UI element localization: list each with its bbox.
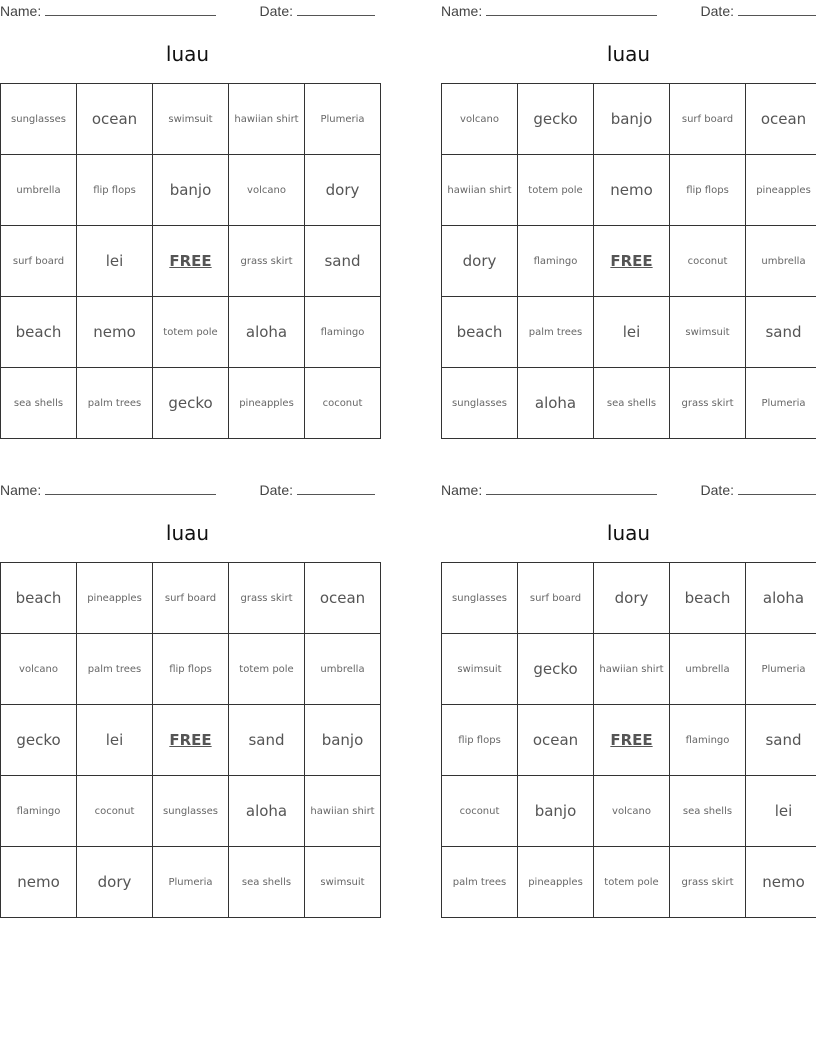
bingo-cell: sunglasses: [1, 84, 77, 155]
bingo-card: [441, 479, 816, 919]
date-field: [260, 2, 375, 19]
bingo-cell: banjo: [594, 84, 670, 155]
name-label: Name:: [0, 482, 42, 498]
bingo-grid: [0, 83, 381, 439]
bingo-card: [441, 0, 816, 440]
bingo-cell: volcano: [229, 155, 305, 226]
name-blank-line: [486, 2, 657, 16]
name-blank-line: [45, 481, 216, 495]
card-title: luau: [165, 42, 210, 66]
bingo-cell: sand: [305, 226, 381, 297]
bingo-cell: ocean: [305, 563, 381, 634]
name-label: Name:: [0, 3, 42, 19]
name-blank-line: [486, 481, 657, 495]
bingo-cell: swimsuit: [153, 84, 229, 155]
bingo-cell: nemo: [594, 155, 670, 226]
bingo-row: [442, 776, 816, 847]
bingo-row: [1, 705, 381, 776]
bingo-cell: surf board: [1, 226, 77, 297]
bingo-cell: totem pole: [153, 297, 229, 368]
bingo-cell: sunglasses: [153, 776, 229, 847]
date-blank-line: [738, 481, 816, 495]
bingo-cell: Plumeria: [746, 634, 816, 705]
bingo-row: [1, 776, 381, 847]
bingo-cell: aloha: [229, 297, 305, 368]
date-field: [701, 2, 816, 19]
card-header: [441, 481, 816, 501]
bingo-row: [442, 226, 816, 297]
bingo-cell: dory: [594, 563, 670, 634]
card-title: luau: [606, 521, 651, 545]
bingo-cell: pineapples: [746, 155, 816, 226]
bingo-cell: ocean: [77, 84, 153, 155]
bingo-cell: volcano: [442, 84, 518, 155]
free-space-cell: FREE: [594, 226, 670, 297]
bingo-cell: Plumeria: [305, 84, 381, 155]
free-space-cell: FREE: [153, 705, 229, 776]
bingo-cell: volcano: [594, 776, 670, 847]
bingo-cell: Plumeria: [746, 368, 816, 439]
date-label: Date:: [259, 482, 293, 498]
bingo-cell: sea shells: [229, 847, 305, 918]
bingo-cell: banjo: [518, 776, 594, 847]
bingo-cell: flip flops: [442, 705, 518, 776]
date-blank-line: [297, 2, 375, 16]
bingo-cell: swimsuit: [305, 847, 381, 918]
bingo-cell: swimsuit: [442, 634, 518, 705]
bingo-cell: nemo: [746, 847, 816, 918]
bingo-cell: ocean: [746, 84, 816, 155]
name-field: [0, 2, 216, 19]
bingo-cell: nemo: [77, 297, 153, 368]
bingo-cell: palm trees: [77, 368, 153, 439]
card-header: [0, 2, 375, 22]
bingo-cell: coconut: [670, 226, 746, 297]
date-blank-line: [738, 2, 816, 16]
bingo-row: [1, 226, 381, 297]
bingo-cell: grass skirt: [670, 368, 746, 439]
bingo-cell: sunglasses: [442, 368, 518, 439]
bingo-cell: palm trees: [518, 297, 594, 368]
bingo-cell: totem pole: [594, 847, 670, 918]
bingo-cell: Plumeria: [153, 847, 229, 918]
bingo-cell: totem pole: [518, 155, 594, 226]
bingo-cell: aloha: [518, 368, 594, 439]
bingo-cell: flip flops: [153, 634, 229, 705]
bingo-cell: volcano: [1, 634, 77, 705]
card-header: [0, 481, 375, 501]
bingo-cell: banjo: [153, 155, 229, 226]
bingo-row: [1, 155, 381, 226]
bingo-cell: gecko: [1, 705, 77, 776]
bingo-cell: palm trees: [77, 634, 153, 705]
bingo-cell: sand: [229, 705, 305, 776]
date-label: Date:: [700, 3, 734, 19]
bingo-cell: flamingo: [1, 776, 77, 847]
name-label: Name:: [441, 3, 483, 19]
bingo-cell: coconut: [442, 776, 518, 847]
free-space-cell: FREE: [594, 705, 670, 776]
bingo-cell: flamingo: [305, 297, 381, 368]
bingo-cell: sea shells: [594, 368, 670, 439]
bingo-cell: sea shells: [1, 368, 77, 439]
bingo-cell: coconut: [305, 368, 381, 439]
bingo-cell: umbrella: [670, 634, 746, 705]
bingo-cell: ocean: [518, 705, 594, 776]
bingo-cell: swimsuit: [670, 297, 746, 368]
date-label: Date:: [700, 482, 734, 498]
bingo-cell: hawiian shirt: [305, 776, 381, 847]
bingo-cell: dory: [442, 226, 518, 297]
bingo-row: [442, 847, 816, 918]
free-space-cell: FREE: [153, 226, 229, 297]
bingo-card: [0, 0, 375, 440]
bingo-cell: flamingo: [518, 226, 594, 297]
bingo-cell: gecko: [518, 84, 594, 155]
bingo-cell: grass skirt: [229, 226, 305, 297]
bingo-cell: pineapples: [77, 563, 153, 634]
bingo-grid: [441, 83, 816, 439]
bingo-row: [442, 705, 816, 776]
bingo-cell: hawiian shirt: [229, 84, 305, 155]
bingo-row: [1, 368, 381, 439]
bingo-cell: aloha: [229, 776, 305, 847]
date-label: Date:: [259, 3, 293, 19]
bingo-cell: lei: [77, 226, 153, 297]
bingo-grid: [441, 562, 816, 918]
card-header: [441, 2, 816, 22]
card-title: luau: [606, 42, 651, 66]
bingo-row: [442, 563, 816, 634]
bingo-cell: surf board: [153, 563, 229, 634]
bingo-row: [442, 297, 816, 368]
bingo-cell: umbrella: [1, 155, 77, 226]
date-field: [701, 481, 816, 498]
bingo-cell: grass skirt: [229, 563, 305, 634]
bingo-row: [442, 155, 816, 226]
bingo-cell: sunglasses: [442, 563, 518, 634]
bingo-row: [442, 368, 816, 439]
bingo-cell: beach: [1, 563, 77, 634]
name-field: [441, 481, 657, 498]
bingo-row: [442, 84, 816, 155]
bingo-cell: sand: [746, 297, 816, 368]
bingo-cell: aloha: [746, 563, 816, 634]
bingo-row: [1, 297, 381, 368]
date-field: [260, 481, 375, 498]
bingo-cell: hawiian shirt: [442, 155, 518, 226]
name-field: [0, 481, 216, 498]
bingo-card: [0, 479, 375, 919]
bingo-cell: flip flops: [670, 155, 746, 226]
bingo-cell: lei: [746, 776, 816, 847]
bingo-cell: coconut: [77, 776, 153, 847]
bingo-cell: beach: [670, 563, 746, 634]
bingo-cell: beach: [1, 297, 77, 368]
bingo-cell: surf board: [670, 84, 746, 155]
bingo-cell: gecko: [518, 634, 594, 705]
bingo-row: [1, 847, 381, 918]
bingo-row: [442, 634, 816, 705]
bingo-cell: pineapples: [229, 368, 305, 439]
bingo-cell: flamingo: [670, 705, 746, 776]
card-title: luau: [165, 521, 210, 545]
name-label: Name:: [441, 482, 483, 498]
date-blank-line: [297, 481, 375, 495]
bingo-grid: [0, 562, 381, 918]
bingo-cell: umbrella: [305, 634, 381, 705]
bingo-row: [1, 563, 381, 634]
bingo-cell: lei: [77, 705, 153, 776]
bingo-cell: sea shells: [670, 776, 746, 847]
bingo-cell: palm trees: [442, 847, 518, 918]
bingo-cell: hawiian shirt: [594, 634, 670, 705]
bingo-cell: totem pole: [229, 634, 305, 705]
name-field: [441, 2, 657, 19]
bingo-cell: lei: [594, 297, 670, 368]
bingo-cell: beach: [442, 297, 518, 368]
bingo-cell: flip flops: [77, 155, 153, 226]
bingo-cell: dory: [77, 847, 153, 918]
bingo-cell: surf board: [518, 563, 594, 634]
bingo-cell: pineapples: [518, 847, 594, 918]
bingo-cell: sand: [746, 705, 816, 776]
name-blank-line: [45, 2, 216, 16]
bingo-cell: umbrella: [746, 226, 816, 297]
bingo-row: [1, 84, 381, 155]
bingo-cell: grass skirt: [670, 847, 746, 918]
bingo-cell: gecko: [153, 368, 229, 439]
bingo-cell: dory: [305, 155, 381, 226]
bingo-row: [1, 634, 381, 705]
bingo-cell: banjo: [305, 705, 381, 776]
bingo-cell: nemo: [1, 847, 77, 918]
